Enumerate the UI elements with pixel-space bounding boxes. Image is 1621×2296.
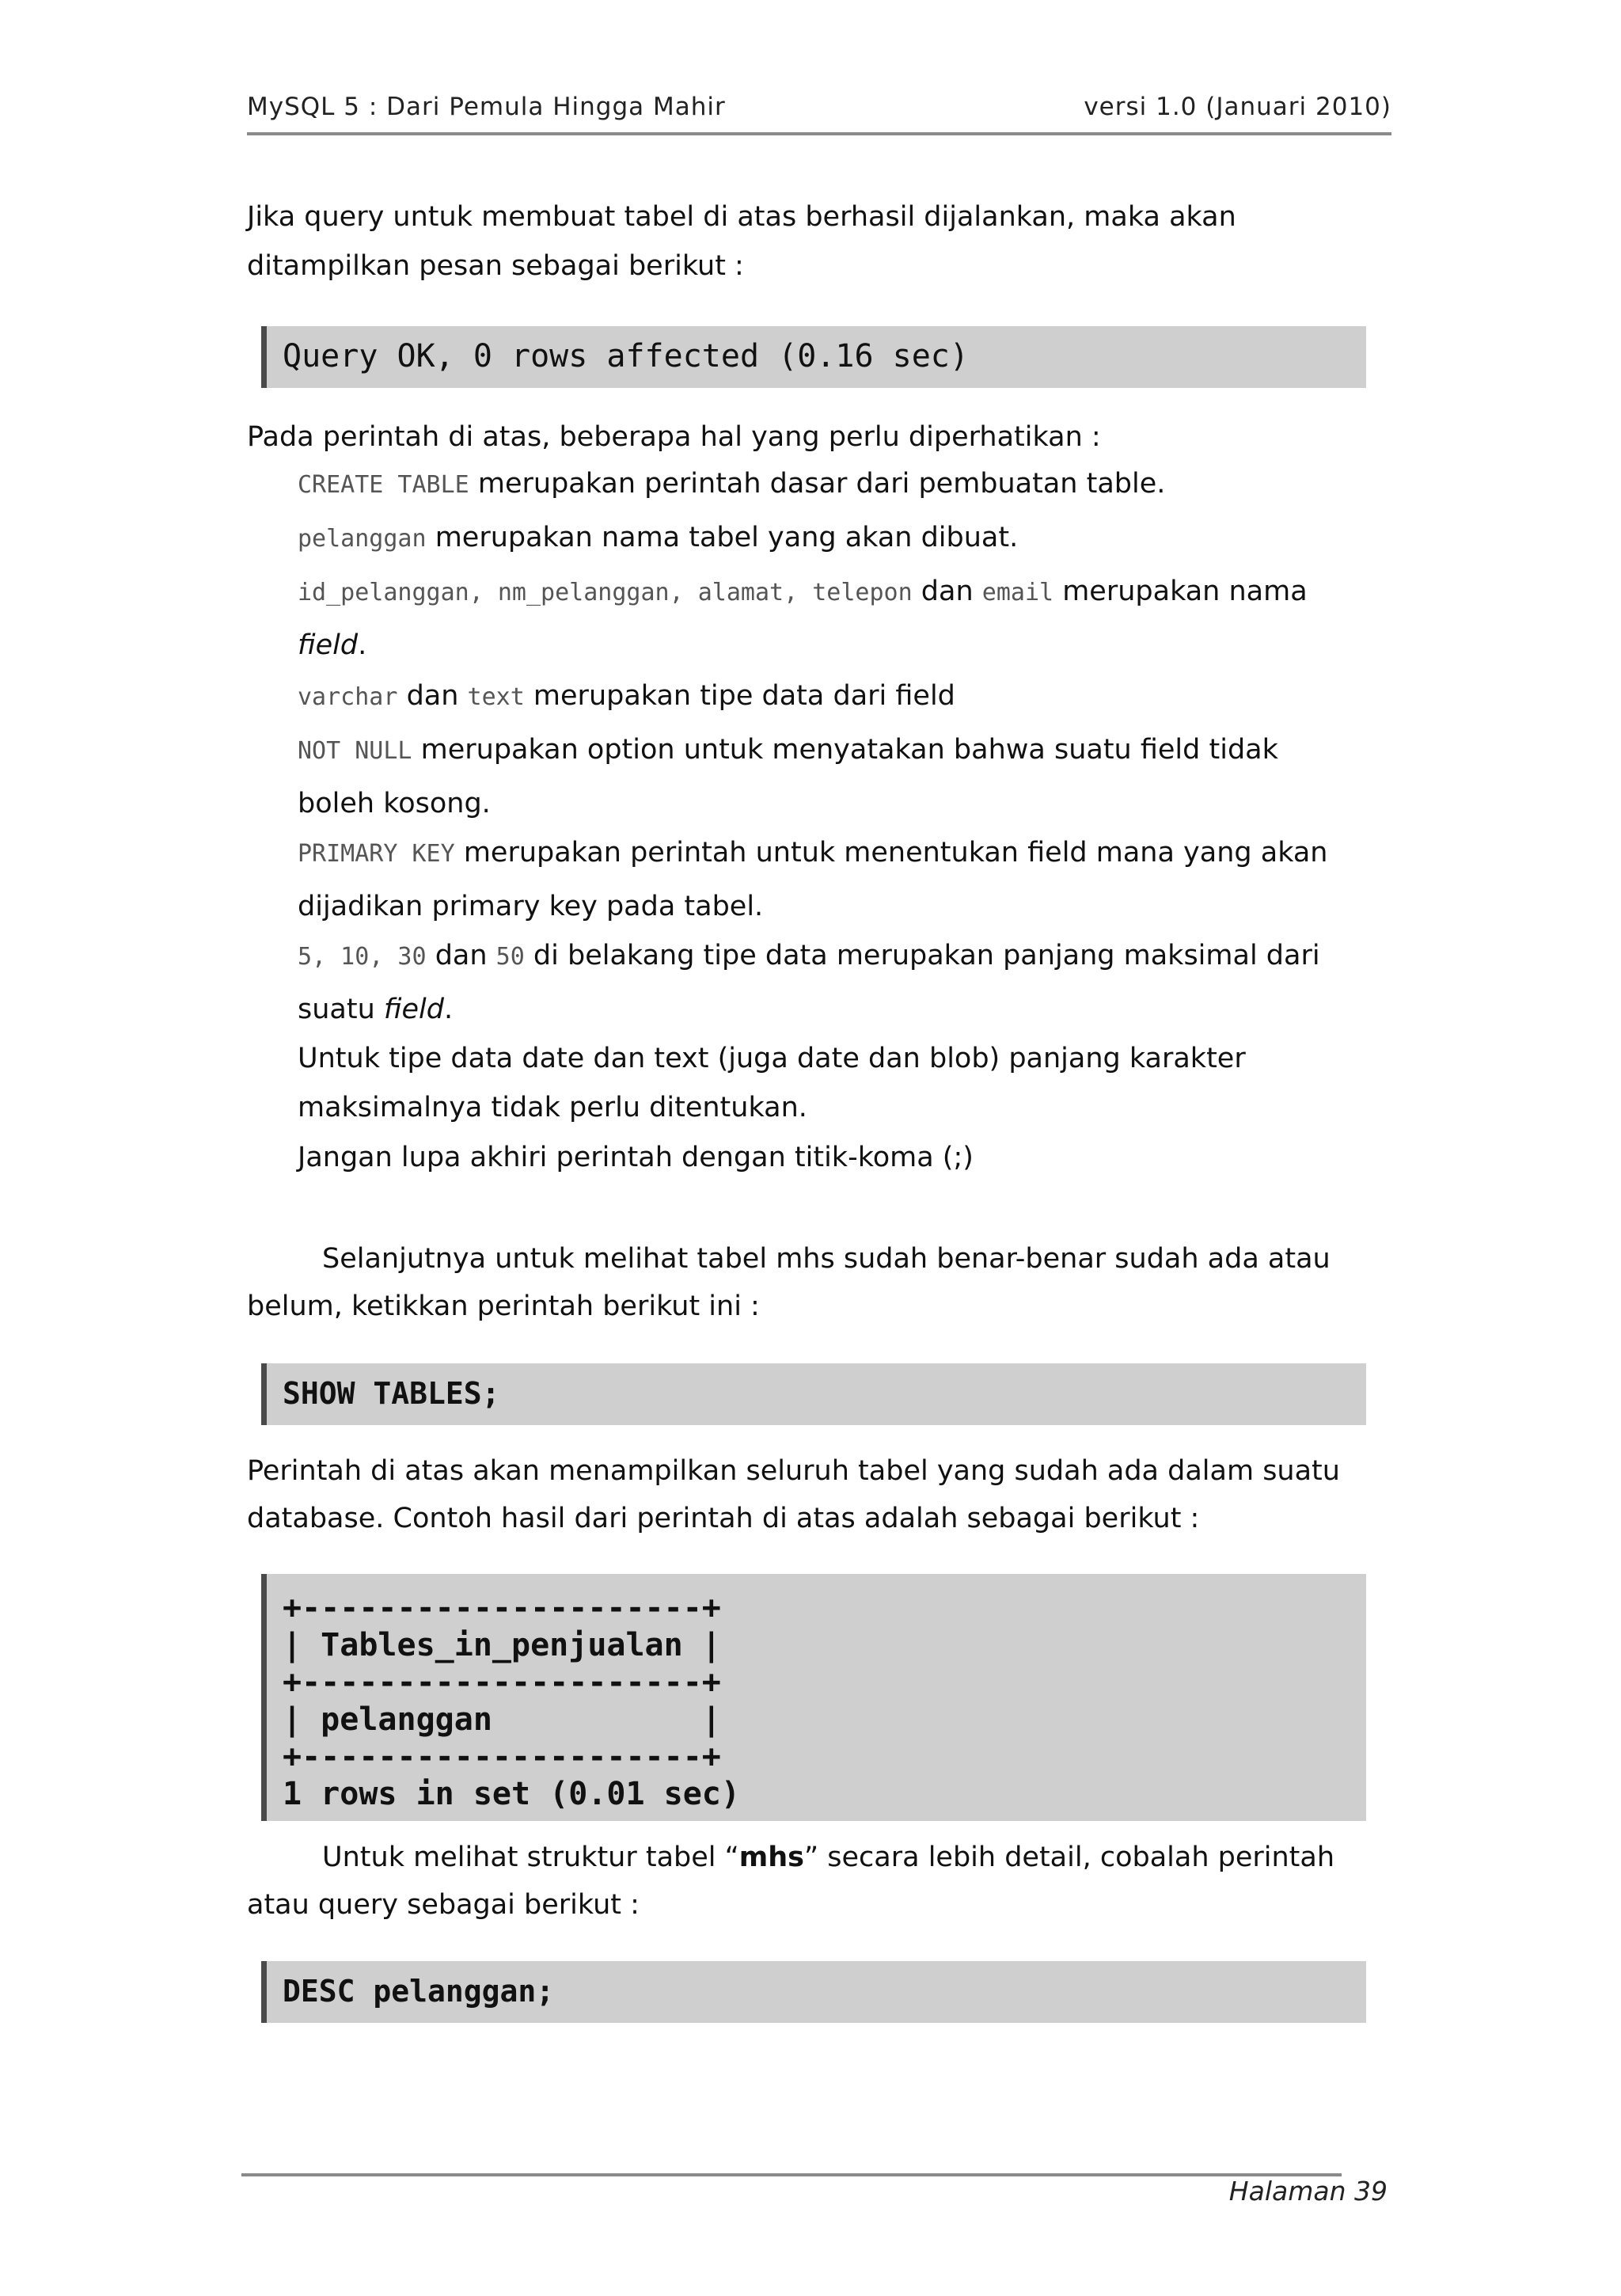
show-tables-box [261, 1363, 1366, 1425]
result-box [261, 1574, 1366, 1821]
notes-intro: Pada perintah di atas, beberapa hal yang perlu diperhatikan : [247, 421, 1101, 453]
note-semicolon: Jangan lupa akhiri perintah dengan titik-koma (;) [298, 1142, 974, 1173]
result-line: +---------------------+ [283, 1739, 721, 1775]
note-not-null: NOT NULL merupakan option untuk menyatakan bahwa suatu field tidak boleh kosong. [298, 734, 1278, 819]
code-not-null: NOT NULL [298, 737, 412, 765]
code-length-50: 50 [495, 943, 525, 971]
code-create-table: CREATE TABLE [298, 471, 469, 499]
code-email: email [981, 579, 1054, 606]
header-title: MySQL 5 : Dari Pemula Hingga Mahir [247, 93, 726, 121]
struct-paragraph: Untuk melihat struktur tabel “mhs” secara lebih detail, cobalah perintah atau query sebagai berikut : [247, 1842, 1335, 1921]
result-line: +---------------------+ [283, 1664, 721, 1701]
note-primary-key: PRIMARY KEY merupakan perintah untuk menentukan field mana yang akan dijadikan primary key pada tabel. [298, 837, 1328, 922]
header-version: versi 1.0 (Januari 2010) [1084, 93, 1391, 121]
page-header [247, 93, 1391, 135]
query-ok-text: Query OK, 0 rows affected (0.16 sec) [283, 338, 969, 374]
result-line: +---------------------+ [283, 1590, 721, 1626]
desc-box [261, 1961, 1366, 2023]
next-paragraph: Selanjutnya untuk melihat tabel mhs sudah benar-benar sudah ada atau belum, ketikkan perintah berikut ini : [247, 1243, 1331, 1322]
code-varchar: varchar [298, 683, 398, 711]
result-table [283, 1574, 1366, 1813]
table-name-mhs: mhs [738, 1842, 805, 1873]
result-line: 1 rows in set (0.01 sec) [283, 1776, 740, 1812]
note-varchar-text: varchar dan text merupakan tipe data dari field [298, 680, 955, 712]
note-date-text: Untuk tipe data date dan text (juga date dan blob) panjang karakter maksimalnya tidak perlu ditentukan. [298, 1043, 1246, 1123]
footer-rule [241, 2173, 1342, 2176]
code-primary-key: PRIMARY KEY [298, 840, 455, 868]
page-number: Halaman 39 [1228, 2176, 1388, 2207]
code-text: text [467, 683, 525, 711]
code-field-list: id_pelanggan, nm_pelanggan, alamat, telepon [298, 579, 913, 606]
result-line: | Tables_in_penjualan | [283, 1627, 721, 1663]
code-pelanggan: pelanggan [298, 525, 427, 553]
note-fields: id_pelanggan, nm_pelanggan, alamat, telepon dan email merupakan nama field. [298, 576, 1308, 661]
note-pelanggan: pelanggan merupakan nama tabel yang akan dibuat. [298, 522, 1019, 553]
show-tables-command: SHOW TABLES; [283, 1376, 500, 1411]
desc-command: DESC pelanggan; [283, 1974, 555, 2009]
intro-paragraph: Jika query untuk membuat tabel di atas berhasil dijalankan, maka akan ditampilkan pesan sebagai berikut : [247, 201, 1236, 282]
note-lengths: 5, 10, 30 dan 50 di belakang tipe data merupakan panjang maksimal dari suatu field. [298, 940, 1320, 1025]
query-ok-box [261, 326, 1366, 388]
show-tables-description: Perintah di atas akan menampilkan seluruh tabel yang sudah ada dalam suatu database. Contoh hasil dari perintah di atas adalah sebagai berikut : [247, 1455, 1340, 1534]
note-create-table: CREATE TABLE merupakan perintah dasar dari pembuatan table. [298, 468, 1166, 500]
result-line: | pelanggan | [283, 1701, 721, 1738]
code-lengths: 5, 10, 30 [298, 943, 427, 971]
